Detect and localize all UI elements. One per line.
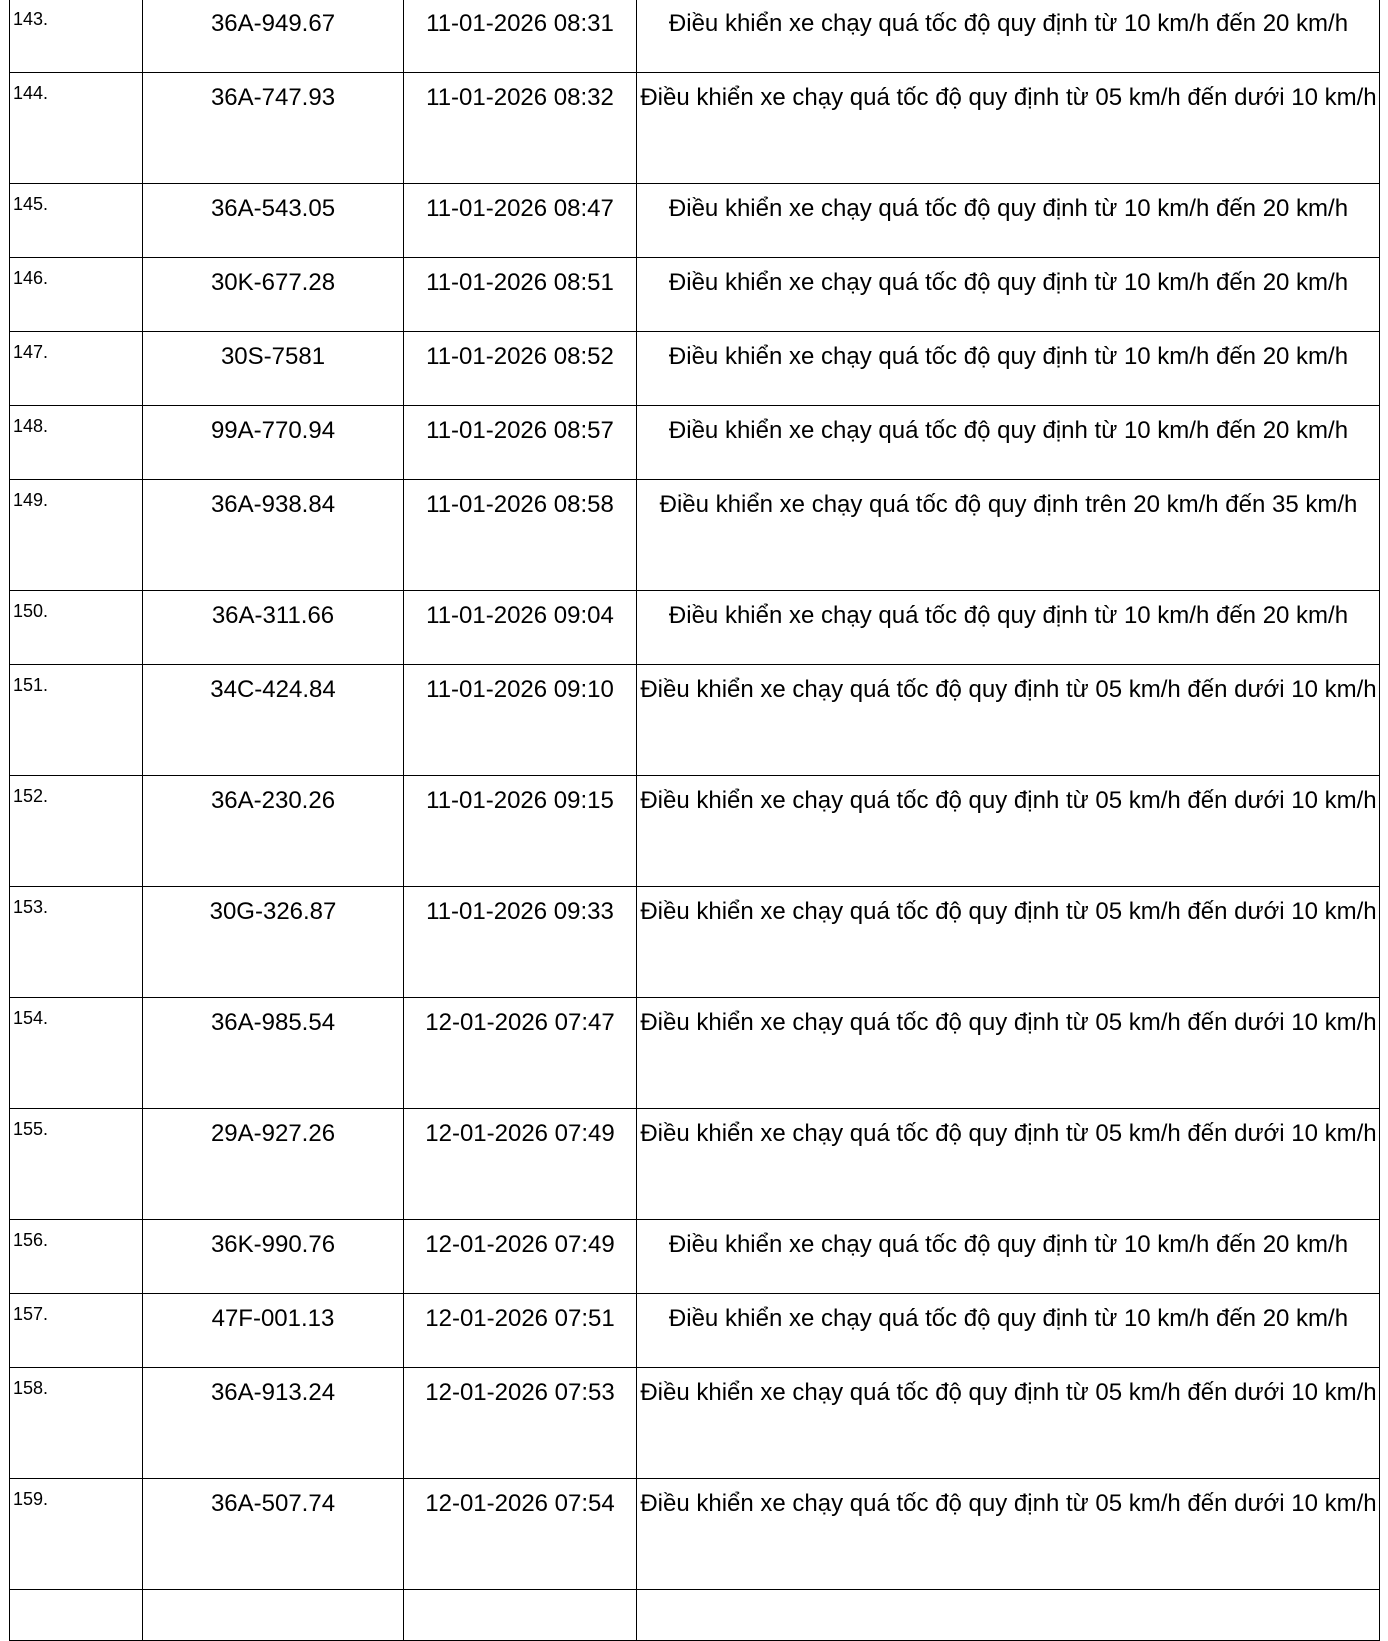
- violation-cell: Điều khiển xe chạy quá tốc độ quy định từ 10 km/h đến 20 km/h: [637, 1220, 1380, 1294]
- license-plate-cell: 36A-938.84: [143, 480, 404, 591]
- row-number-cell: 156.: [10, 1220, 143, 1294]
- table-row: [10, 406, 1380, 480]
- violation-cell: Điều khiển xe chạy quá tốc độ quy định từ 05 km/h đến dưới 10 km/h: [637, 998, 1380, 1109]
- table-row: [10, 1479, 1380, 1590]
- violation-cell: Điều khiển xe chạy quá tốc độ quy định từ 05 km/h đến dưới 10 km/h: [637, 73, 1380, 184]
- violation-cell: Điều khiển xe chạy quá tốc độ quy định trên 20 km/h đến 35 km/h: [637, 480, 1380, 591]
- row-number-cell: 154.: [10, 998, 143, 1109]
- timestamp-cell: [404, 1590, 637, 1641]
- table-row: [10, 1294, 1380, 1368]
- row-number-cell: 147.: [10, 332, 143, 406]
- violations-table: [9, 0, 1380, 1641]
- license-plate-cell: 30G-326.87: [143, 887, 404, 998]
- row-number-cell: 151.: [10, 665, 143, 776]
- table-row: [10, 0, 1380, 73]
- license-plate-cell: 36A-543.05: [143, 184, 404, 258]
- table-row: [10, 184, 1380, 258]
- timestamp-cell: 11-01-2026 08:47: [404, 184, 637, 258]
- table-row: [10, 1220, 1380, 1294]
- table-row: [10, 1590, 1380, 1641]
- license-plate-cell: 36K-990.76: [143, 1220, 404, 1294]
- row-number-cell: 158.: [10, 1368, 143, 1479]
- timestamp-cell: 12-01-2026 07:49: [404, 1220, 637, 1294]
- table-row: [10, 1368, 1380, 1479]
- violation-cell: Điều khiển xe chạy quá tốc độ quy định từ 10 km/h đến 20 km/h: [637, 258, 1380, 332]
- license-plate-cell: 30K-677.28: [143, 258, 404, 332]
- violation-cell: Điều khiển xe chạy quá tốc độ quy định từ 05 km/h đến dưới 10 km/h: [637, 665, 1380, 776]
- violation-cell: Điều khiển xe chạy quá tốc độ quy định từ 10 km/h đến 20 km/h: [637, 184, 1380, 258]
- violation-cell: Điều khiển xe chạy quá tốc độ quy định từ 10 km/h đến 20 km/h: [637, 591, 1380, 665]
- license-plate-cell: 36A-985.54: [143, 998, 404, 1109]
- timestamp-cell: 11-01-2026 09:15: [404, 776, 637, 887]
- timestamp-cell: 12-01-2026 07:51: [404, 1294, 637, 1368]
- row-number-cell: 155.: [10, 1109, 143, 1220]
- table-row: [10, 73, 1380, 184]
- violation-cell: Điều khiển xe chạy quá tốc độ quy định từ 10 km/h đến 20 km/h: [637, 406, 1380, 480]
- violation-cell: Điều khiển xe chạy quá tốc độ quy định từ 05 km/h đến dưới 10 km/h: [637, 776, 1380, 887]
- violation-cell: Điều khiển xe chạy quá tốc độ quy định từ 05 km/h đến dưới 10 km/h: [637, 1109, 1380, 1220]
- timestamp-cell: 11-01-2026 08:57: [404, 406, 637, 480]
- row-number-cell: 148.: [10, 406, 143, 480]
- timestamp-cell: 11-01-2026 08:51: [404, 258, 637, 332]
- row-number-cell: 153.: [10, 887, 143, 998]
- timestamp-cell: 11-01-2026 08:52: [404, 332, 637, 406]
- row-number-cell: 149.: [10, 480, 143, 591]
- table-row: [10, 998, 1380, 1109]
- license-plate-cell: 34C-424.84: [143, 665, 404, 776]
- license-plate-cell: 36A-949.67: [143, 0, 404, 73]
- license-plate-cell: 30S-7581: [143, 332, 404, 406]
- license-plate-cell: [143, 1590, 404, 1641]
- timestamp-cell: 11-01-2026 09:10: [404, 665, 637, 776]
- row-number-cell: 143.: [10, 0, 143, 73]
- violation-cell: Điều khiển xe chạy quá tốc độ quy định từ 05 km/h đến dưới 10 km/h: [637, 887, 1380, 998]
- timestamp-cell: 11-01-2026 08:58: [404, 480, 637, 591]
- license-plate-cell: 47F-001.13: [143, 1294, 404, 1368]
- timestamp-cell: 11-01-2026 09:33: [404, 887, 637, 998]
- table-row: [10, 1109, 1380, 1220]
- timestamp-cell: 11-01-2026 08:31: [404, 0, 637, 73]
- timestamp-cell: 12-01-2026 07:49: [404, 1109, 637, 1220]
- timestamp-cell: 12-01-2026 07:54: [404, 1479, 637, 1590]
- table-row: [10, 887, 1380, 998]
- row-number-cell: 159.: [10, 1479, 143, 1590]
- license-plate-cell: 36A-230.26: [143, 776, 404, 887]
- license-plate-cell: 29A-927.26: [143, 1109, 404, 1220]
- row-number-cell: 146.: [10, 258, 143, 332]
- timestamp-cell: 11-01-2026 08:32: [404, 73, 637, 184]
- violation-cell: Điều khiển xe chạy quá tốc độ quy định từ 05 km/h đến dưới 10 km/h: [637, 1368, 1380, 1479]
- table-row: [10, 591, 1380, 665]
- row-number-cell: [10, 1590, 143, 1641]
- license-plate-cell: 99A-770.94: [143, 406, 404, 480]
- table-row: [10, 776, 1380, 887]
- row-number-cell: 157.: [10, 1294, 143, 1368]
- violation-cell: Điều khiển xe chạy quá tốc độ quy định từ 10 km/h đến 20 km/h: [637, 332, 1380, 406]
- table-row: [10, 332, 1380, 406]
- table-row: [10, 665, 1380, 776]
- violations-table-body: [10, 0, 1380, 1641]
- license-plate-cell: 36A-507.74: [143, 1479, 404, 1590]
- table-row: [10, 480, 1380, 591]
- violation-cell: Điều khiển xe chạy quá tốc độ quy định từ 10 km/h đến 20 km/h: [637, 1294, 1380, 1368]
- row-number-cell: 150.: [10, 591, 143, 665]
- timestamp-cell: 12-01-2026 07:47: [404, 998, 637, 1109]
- row-number-cell: 145.: [10, 184, 143, 258]
- timestamp-cell: 11-01-2026 09:04: [404, 591, 637, 665]
- license-plate-cell: 36A-311.66: [143, 591, 404, 665]
- table-row: [10, 258, 1380, 332]
- row-number-cell: 152.: [10, 776, 143, 887]
- license-plate-cell: 36A-747.93: [143, 73, 404, 184]
- timestamp-cell: 12-01-2026 07:53: [404, 1368, 637, 1479]
- row-number-cell: 144.: [10, 73, 143, 184]
- license-plate-cell: 36A-913.24: [143, 1368, 404, 1479]
- violation-cell: Điều khiển xe chạy quá tốc độ quy định từ 05 km/h đến dưới 10 km/h: [637, 1479, 1380, 1590]
- violation-cell: [637, 1590, 1380, 1641]
- violation-cell: Điều khiển xe chạy quá tốc độ quy định từ 10 km/h đến 20 km/h: [637, 0, 1380, 73]
